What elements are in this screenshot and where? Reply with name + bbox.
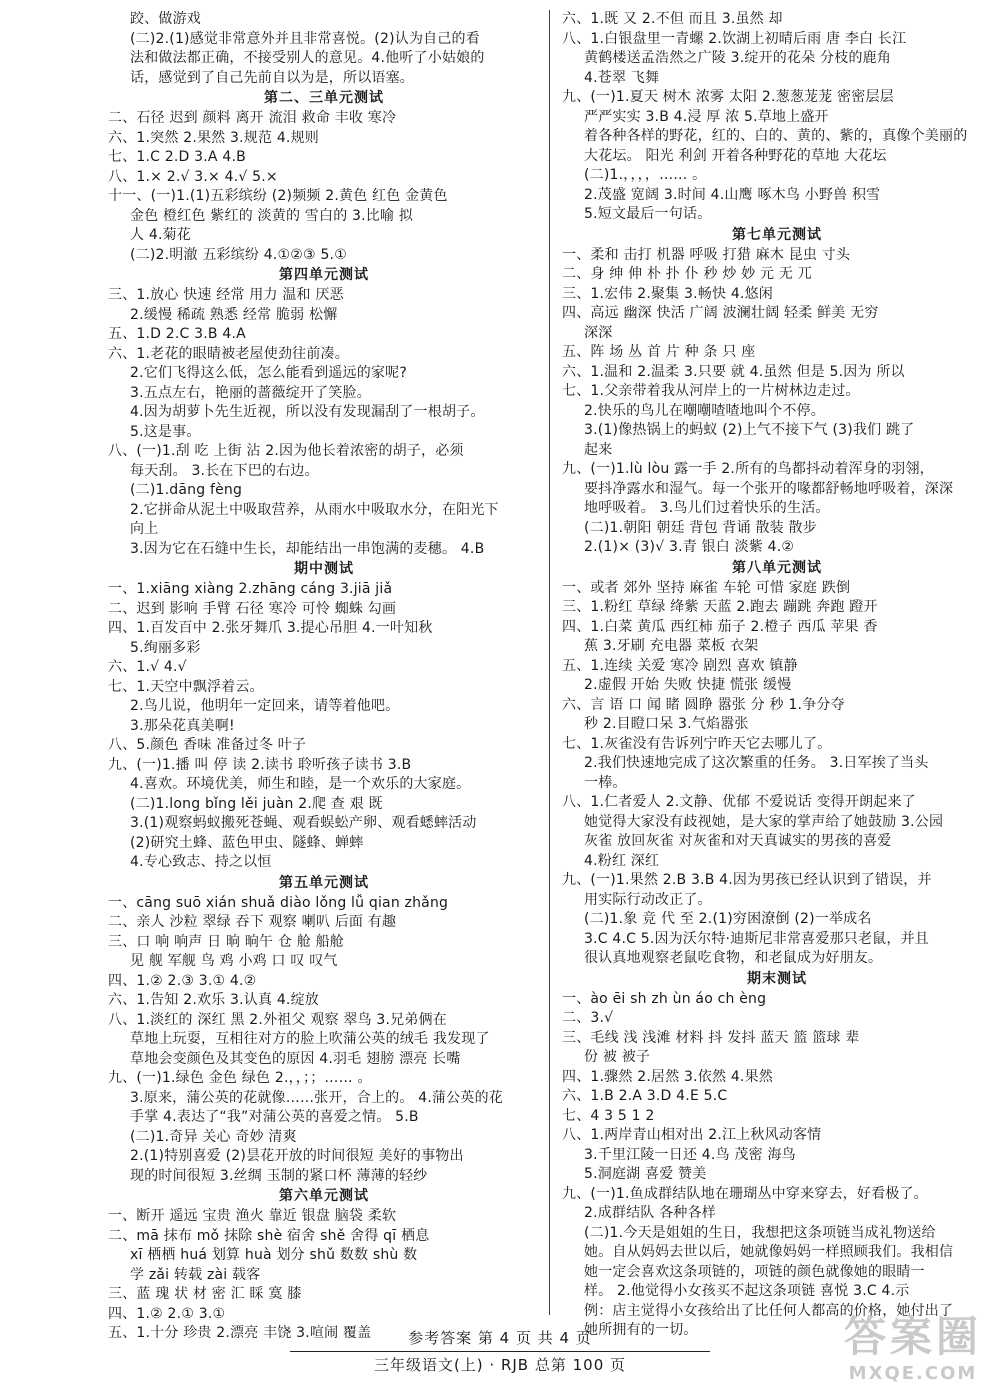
- answer-line: 二、mā 抹布 mǒ 抹除 shè 宿舍 shě 舍得 qī 栖息: [108, 1227, 430, 1244]
- answer-line: 4.专心致志、持之以恒: [130, 854, 272, 870]
- answer-line: 六、1.老花的眼睛被老屋使劲往前凑。: [108, 345, 349, 362]
- answer-line: 五、1.D 2.C 3.B 4.A: [108, 326, 246, 342]
- answer-line: 三、口 响 响声 日 晌 晌午 仓 舱 船舱: [108, 933, 345, 950]
- answer-line: 3.(1)像热锅上的蚂蚁 (2)上气不接下气 (3)我们 跳了: [584, 422, 915, 438]
- answer-line: (二)1.朝阳 朝廷 背包 背诵 散装 散步: [584, 519, 817, 536]
- section-heading: 期中测试: [294, 561, 354, 577]
- answer-line: 十一、(一)1.(1)五彩缤纷 (2)频频 2.黄色 红色 金黄色: [108, 188, 448, 204]
- footer-page-info: 参考答案 第 4 页 共 4 页: [408, 1329, 592, 1347]
- answer-line: (二)1.奇异 关心 奇妙 清爽: [130, 1128, 297, 1145]
- answer-line: 3.(1)观察蚂蚁搬死苍蝇、观看蜈蚣产卵、观看蟋蟀活动: [130, 815, 477, 831]
- answer-line: 九、(一)1.播 叫 停 读 2.读书 聆听孩子读书 3.B: [108, 756, 412, 773]
- section-heading: 第六单元测试: [279, 1188, 369, 1204]
- answer-line: 3.原来，蒲公英的花就像……张开，合上的。 4.蒲公英的花: [130, 1089, 503, 1106]
- answer-line: 九、(一)1.绿色 金色 绿色 2.，，；；…… 。: [108, 1070, 372, 1086]
- answer-line: 一、ào ēi sh zh ùn áo ch èng: [562, 990, 767, 1007]
- answer-line: 2.快乐的鸟儿在嘲嘲喳喳地叫个不停。: [584, 402, 825, 419]
- answer-line: 七、1.灰雀没有告诉列宁昨天它去哪儿了。: [562, 735, 832, 752]
- left-column: [108, 10, 540, 1344]
- right-column: [562, 10, 992, 1341]
- answer-line: 六、言 语 口 闻 睹 圆睁 嚣张 分 秒 1.争分夺: [562, 696, 845, 713]
- answer-line: 严严实实 3.B 4.浸 厚 浓 5.草地上盛开: [584, 108, 829, 125]
- answer-line: 2.我们快速地完成了这次繁重的任务。 3.日军挨了当头: [584, 755, 929, 771]
- answer-line: 二、迟到 影响 手臂 石径 寒冷 可怜 蜘蛛 勾画: [108, 600, 397, 617]
- answer-line: 九、(一)1.果然 2.B 3.B 4.因为男孩已经认识到了错误，并: [562, 872, 932, 888]
- answer-line: 每天刮。 3.长在下巴的右边。: [130, 462, 319, 479]
- answer-line: 六、1.B 2.A 3.D 4.E 5.C: [562, 1088, 728, 1104]
- answer-line: 一、1.xiāng xiàng 2.zhāng cáng 3.jiā jiǎ: [108, 581, 393, 597]
- answer-line: 人 4.菊花: [130, 227, 192, 243]
- answer-line: 4.喜欢。环境优美，师生和睦，是一个欢乐的大家庭。: [130, 776, 471, 792]
- answer-line: 八、1.两岸青山相对出 2.江上秋风动客情: [562, 1127, 822, 1143]
- answer-line: 2.它们飞得这么低，怎么能看到遥远的家呢?: [130, 365, 407, 381]
- answer-line: 三、毛线 浅 浅滩 材料 抖 发抖 蓝天 篮 篮球 辈: [562, 1029, 860, 1046]
- answer-line: 九、(一)1.鱼成群结队地在珊瑚丛中穿来穿去，好看极了。: [562, 1185, 928, 1202]
- answer-line: 例：店主觉得小女孩给出了比任何人都高的价格，她付出了: [584, 1302, 954, 1319]
- answer-line: 草地上玩耍，互相往对方的脸上吹蒲公英的绒毛 我发现了: [130, 1031, 490, 1047]
- answer-line: 八、(一)1.刮 吃 上街 沾 2.因为他长着浓密的胡子，必须: [108, 443, 464, 459]
- answer-line: 2.(1)特别喜爱 (2)昙花开放的时间很短 美好的事物出: [130, 1148, 464, 1164]
- answer-line: 2.它拼命从泥土中吸取营养，从雨水中吸取水分，在阳光下: [130, 501, 499, 518]
- answer-line: 七、1.C 2.D 3.A 4.B: [108, 149, 246, 165]
- answer-line: 二、3.√: [562, 1010, 614, 1026]
- column-divider: [549, 10, 550, 1315]
- answer-line: 手掌 4.表达了“我”对蒲公英的喜爱之情。 5.B: [130, 1109, 419, 1125]
- answer-line: (2)研究土蜂、蓝色甲虫、隧蜂、蝉蟀: [130, 834, 364, 851]
- answer-line: (二)1.象 竞 代 至 2.(1)穷困潦倒 (2)一举成名: [584, 911, 872, 927]
- answer-line: 黄鹤楼送孟浩然之广陵 3.绽开的花朵 分枝的鹿角: [584, 50, 892, 66]
- answer-line: 学 zǎi 转载 zài 载客: [130, 1266, 261, 1283]
- answer-line: 五、1.十分 珍贵 2.漂亮 丰饶 3.喧闹 覆盖: [108, 1325, 372, 1341]
- answer-line: 四、1.白菜 黄瓜 西红柿 茄子 2.橙子 西瓜 苹果 香: [562, 618, 878, 635]
- footer-book-info: 三年级语文(上) · RJB 总第 100 页: [373, 1356, 627, 1374]
- answer-line: 她一定会喜欢这条项链的，项链的颜色就像她的眼睛一: [584, 1263, 925, 1280]
- answer-line: 着各种各样的野花，红的、白的、黄的、紫的，真像个美丽的: [584, 128, 968, 144]
- answer-line: 3.千里江陵一日还 4.鸟 茂密 海鸟: [584, 1146, 796, 1163]
- answer-line: 2.鸟儿说，他明年一定回来，请等着他吧。: [130, 698, 400, 714]
- section-heading: 第八单元测试: [732, 559, 822, 576]
- answer-line: 八、1.× 2.√ 3.× 4.√ 5.×: [108, 168, 278, 185]
- answer-line: 她所拥有的一切。: [584, 1322, 698, 1338]
- answer-line: 3.那朵花真美啊!: [130, 717, 235, 734]
- answer-line: 二、亲人 沙粒 翠绿 吞下 观察 喇叭 后面 有趣: [108, 914, 397, 930]
- answer-line: (二)1.dāng fèng: [130, 482, 243, 498]
- answer-line: 要抖净露水和湿气。每一个张开的喙都舒畅地呼吸着，深深: [584, 480, 954, 497]
- answer-line: 她觉得大家没有歧视她，是大家的掌声给了她鼓励 3.公园: [584, 813, 944, 830]
- footer-rule: [290, 1351, 710, 1352]
- answer-line: (二)1.，，，，…… 。: [584, 167, 707, 183]
- answer-line: 七、1.父亲带着我从河岸上的一片树林边走过。: [562, 383, 860, 399]
- answer-line: 三、蓝 瑰 状 材 密 汇 睬 寞 膝: [108, 1286, 302, 1302]
- answer-line: 样。 2.他觉得小女孩买不起这条项链 喜悦 3.C 4.示: [584, 1283, 910, 1299]
- answer-line: 地呼吸着。 3.鸟儿们过着快乐的生活。: [584, 500, 830, 516]
- answer-line: 份 被 被子: [584, 1049, 651, 1065]
- answer-line: 草地会变颜色及其变色的原因 4.羽毛 翅膀 漂亮 长嘴: [130, 1050, 461, 1067]
- answer-line: 一、或者 郊外 坚持 麻雀 车轮 可惜 家庭 跌倒: [562, 579, 851, 596]
- answer-line: 很认真地观察老鼠吃食物，和老鼠成为好朋友。: [584, 950, 883, 966]
- answer-line: 5.绚丽多彩: [130, 639, 201, 656]
- answer-line: (二)2.(1)感觉非常意外并且非常喜悦。(2)认为自己的看: [130, 30, 480, 47]
- answer-line: 4.粉红 深红: [584, 852, 660, 869]
- answer-line: 六、1.√ 4.√: [108, 659, 187, 675]
- answer-line: 大花坛。 阳光 利剑 开着各种野花的草地 大花坛: [584, 147, 887, 164]
- answer-line: 四、1.② 2.③ 3.① 4.②: [108, 972, 257, 989]
- answer-line: 六、1.告知 2.欢乐 3.认真 4.绽放: [108, 992, 319, 1008]
- answer-line: 5.短文最后一句话。: [584, 206, 712, 222]
- watermark-logo-text: 答案圈: [843, 1312, 982, 1361]
- answer-line: 2.(1)× (3)√ 3.青 银白 淡紫 4.②: [584, 539, 795, 555]
- answer-line: 2.成群结队 各种各样: [584, 1205, 717, 1221]
- answer-line: 2.虚假 开始 失败 快捷 慌张 缓慢: [584, 677, 792, 693]
- answer-line: (二)2.明澈 五彩缤纷 4.①②③ 5.①: [130, 246, 347, 263]
- answer-line: 用实际行动改正了。: [584, 891, 712, 908]
- answer-line: 一、cāng suō xián shuǎ diào lǒng lǚ qian zhǎng: [108, 894, 449, 911]
- answer-line: 她。自从妈妈去世以后，她就像妈妈一样照顾我们。我相信: [584, 1244, 954, 1260]
- answer-line: 二、身 绅 伸 朴 扑 仆 秒 炒 妙 元 无 兀: [562, 266, 812, 282]
- answer-line: 五、阵 场 丛 首 片 种 条 只 座: [562, 344, 756, 360]
- answer-line: 四、1.百发百中 2.张牙舞爪 3.提心吊胆 4.一叶知秋: [108, 620, 433, 636]
- answer-line: 六、1.温和 2.温柔 3.只要 就 4.虽然 但是 5.因为 所以: [562, 363, 905, 380]
- answer-line: 5.这是事。: [130, 423, 201, 440]
- answer-line: xī 栖栖 huá 划算 huà 划分 shǔ 数数 shù 数: [130, 1247, 418, 1263]
- answer-line: 跤、做游戏: [130, 11, 201, 27]
- answer-line: 3.C 4.C 5.因为沃尔特·迪斯尼非常喜爱那只老鼠，并且: [584, 930, 929, 947]
- answer-line: (二)1.long bǐng lěi juàn 2.爬 查 艰 既: [130, 795, 383, 812]
- answer-line: 五、1.连续 关爱 寒冷 剧烈 喜欢 镇静: [562, 657, 798, 674]
- answer-line: 5.洞庭湖 喜爱 赞美: [584, 1166, 707, 1182]
- answer-line: 九、(一)1.夏天 树木 浓雾 太阳 2.葱葱茏茏 密密层层: [562, 89, 894, 105]
- answer-line: 话，感觉到了自己先前自以为是，所以语塞。: [130, 69, 414, 86]
- answer-line: 六、1.突然 2.果然 3.规范 4.规则: [108, 129, 319, 146]
- answer-line: (二)1.今天是姐姐的生日，我想把这条项链当成礼物送给: [584, 1224, 936, 1241]
- answer-line: 九、(一)1.lù lòu 露一手 2.所有的鸟都抖动着浑身的羽翎，: [562, 461, 934, 477]
- answer-line: 八、1.淡红的 深红 黑 2.外祖父 观察 翠鸟 3.兄弟俩在: [108, 1011, 447, 1028]
- answer-line: 一、柔和 击打 机器 呼吸 打猎 麻木 昆虫 寸头: [562, 246, 851, 263]
- section-heading: 期末测试: [747, 970, 807, 987]
- answer-line: 见 舰 军舰 鸟 鸡 小鸡 口 叹 叹气: [130, 953, 338, 969]
- answer-line: 八、5.颜色 香味 准备过冬 叶子: [108, 737, 307, 753]
- section-heading: 第二、三单元测试: [264, 90, 384, 106]
- answer-line: 秒 2.目瞪口呆 3.气焰嚣张: [584, 716, 749, 732]
- answer-line: 2.缓慢 稀疏 熟悉 经常 脆弱 松懈: [130, 306, 338, 323]
- answer-line: 法和做法都正确，不接受别人的意见。4.他听了小姑娘的: [130, 50, 485, 66]
- answer-line: 四、1.② 2.① 3.①: [108, 1305, 226, 1322]
- site-watermark: [828, 1312, 998, 1398]
- answer-line: 2.茂盛 宽阔 3.时间 4.山鹰 啄木鸟 小野兽 积雪: [584, 186, 881, 203]
- answer-line: 八、1.仁者爱人 2.文静、优郁 不爱说话 变得开朗起来了: [562, 794, 916, 810]
- answer-line: 四、高远 幽深 快活 广阔 波澜壮阔 轻柔 鲜美 无穷: [562, 305, 879, 321]
- answer-line: 三、1.粉红 草绿 绛紫 天蓝 2.跑去 蹦跳 奔跑 蹬开: [562, 599, 878, 615]
- answer-line: 向上: [130, 521, 159, 537]
- watermark-url: MXQE.COM: [848, 1363, 978, 1384]
- answer-line: 3.五点左右，艳丽的蔷薇绽开了笑脸。: [130, 384, 371, 401]
- answer-line: 三、1.宏伟 2.聚集 3.畅快 4.悠闲: [562, 285, 773, 302]
- answer-line: 起来: [584, 441, 613, 458]
- answer-line: 4.因为胡萝卜先生近视，所以没有发现漏刮了一根胡子。: [130, 404, 485, 420]
- answer-line: 四、1.骤然 2.居然 3.依然 4.果然: [562, 1068, 773, 1085]
- answer-line: 蕉 3.牙刷 充电器 菜板 衣架: [584, 638, 759, 654]
- answer-line: 六、1.既 又 2.不但 而且 3.虽然 却: [562, 11, 783, 27]
- page-footer: [250, 1328, 750, 1375]
- answer-line: 三、1.放心 快速 经常 用力 温和 厌恶: [108, 287, 344, 303]
- section-heading: 第四单元测试: [279, 267, 369, 283]
- answer-line: 3.因为它在石缝中生长，却能结出一串饱满的麦穗。 4.B: [130, 540, 485, 557]
- answer-line: 一棒。: [584, 774, 627, 791]
- answer-line: 金色 橙红色 紫红的 淡黄的 雪白的 3.比喻 拟: [130, 207, 414, 224]
- answer-line: 七、4 3 5 1 2: [562, 1107, 655, 1124]
- answer-line: 八、1.白银盘里一青螺 2.饮湖上初晴后雨 唐 李白 长江: [562, 30, 907, 47]
- section-heading: 第七单元测试: [732, 226, 822, 243]
- section-heading: 第五单元测试: [279, 874, 369, 891]
- answer-line: 七、1.天空中飘浮着云。: [108, 678, 264, 695]
- answer-line: 二、石径 迟到 颜料 离开 流泪 救命 丰收 寒冷: [108, 110, 397, 126]
- answer-line: 4.苍翠 飞舞: [584, 69, 660, 86]
- answer-line: 深深: [584, 324, 613, 341]
- answer-line: 现的时间很短 3.丝绸 玉制的紧口杯 薄薄的轻纱: [130, 1167, 428, 1184]
- answer-line: 一、断开 遥远 宝贵 渔火 靠近 银盘 脑袋 柔软: [108, 1208, 397, 1224]
- answer-line: 灰雀 放回灰雀 对灰雀和对天真诚实的男孩的喜爱: [584, 833, 892, 849]
